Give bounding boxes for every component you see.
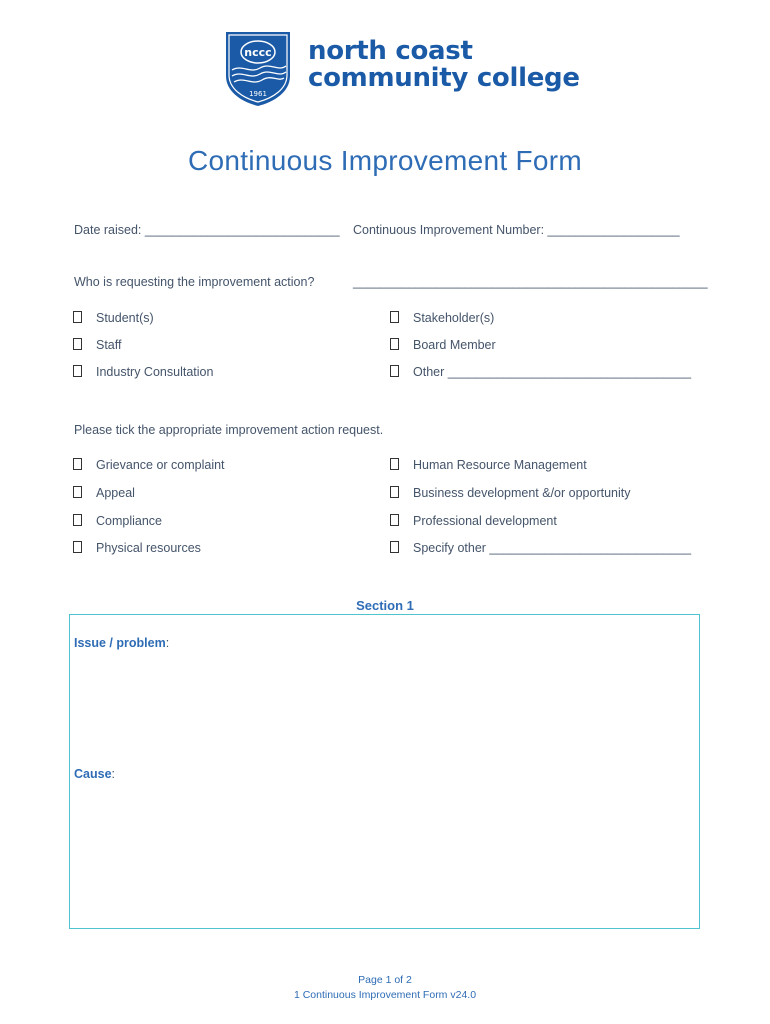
checkbox-icon[interactable] <box>390 365 399 377</box>
option-compliance[interactable]: Compliance <box>73 514 162 528</box>
page-number: Page 1 of 2 <box>358 974 412 986</box>
option-staff[interactable]: Staff <box>73 338 121 352</box>
option-physical-resources[interactable]: Physical resources <box>73 541 201 555</box>
college-name-line1: north coast <box>308 36 473 66</box>
date-raised-field[interactable]: Date raised: ____________________________ <box>74 223 340 237</box>
checkbox-icon[interactable] <box>73 541 82 553</box>
checkbox-icon[interactable] <box>73 486 82 498</box>
form-title: Continuous Improvement Form <box>187 145 583 176</box>
ci-number-field[interactable]: Continuous Improvement Number: ___________________ <box>353 223 680 237</box>
checkbox-icon[interactable] <box>390 458 399 470</box>
option-board-member[interactable]: Board Member <box>390 338 496 352</box>
option-professional-development[interactable]: Professional development <box>390 514 557 528</box>
option-students[interactable]: Student(s) <box>73 311 154 325</box>
checkbox-icon[interactable] <box>73 338 82 350</box>
option-appeal[interactable]: Appeal <box>73 486 135 500</box>
checkbox-icon[interactable] <box>390 311 399 323</box>
document-version: 1 Continuous Improvement Form v24.0 <box>293 989 477 1001</box>
college-logo-shield <box>222 28 294 108</box>
section-title: Section 1 <box>356 598 414 613</box>
section1-box[interactable] <box>69 614 700 929</box>
college-name <box>308 38 580 92</box>
checkbox-icon[interactable] <box>73 458 82 470</box>
checkbox-icon[interactable] <box>73 365 82 377</box>
checkbox-icon[interactable] <box>73 311 82 323</box>
option-other[interactable]: Other ___________________________________ <box>390 365 691 379</box>
logo-badge-text: nccc <box>244 46 272 59</box>
option-business-development[interactable]: Business development &/or opportunity <box>390 486 631 500</box>
logo-year: 1961 <box>249 90 267 98</box>
college-name-line2: community college <box>308 63 580 93</box>
requester-blank-field[interactable]: ___________________________________________________ <box>353 275 708 289</box>
checkbox-icon[interactable] <box>390 541 399 553</box>
cause-label: Cause: <box>74 767 116 781</box>
requester-question: Who is requesting the improvement action? <box>74 275 315 289</box>
option-specify-other[interactable]: Specify other _____________________________ <box>390 541 691 555</box>
option-grievance[interactable]: Grievance or complaint <box>73 458 225 472</box>
option-hr-management[interactable]: Human Resource Management <box>390 458 587 472</box>
checkbox-icon[interactable] <box>390 338 399 350</box>
issue-problem-label: Issue / problem: <box>74 636 170 650</box>
action-prompt: Please tick the appropriate improvement action request. <box>74 423 384 437</box>
checkbox-icon[interactable] <box>73 514 82 526</box>
option-industry-consultation[interactable]: Industry Consultation <box>73 365 213 379</box>
checkbox-icon[interactable] <box>390 514 399 526</box>
option-stakeholders[interactable]: Stakeholder(s) <box>390 311 494 325</box>
checkbox-icon[interactable] <box>390 486 399 498</box>
